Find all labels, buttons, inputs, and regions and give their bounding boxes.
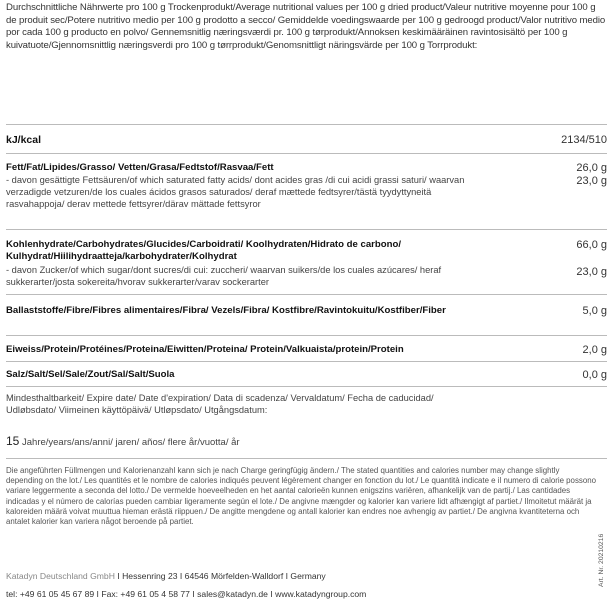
disclaimer-text: Die angeführten Füllmengen und Kalorienanzahl kann sich je nach Charge geringfügig ändern./ The stated quantities and calories number may change slightly depending on the lot./ Les quantités et le nombre de calories indiqués peuvent légèrement changer en fonction du lot./ Le quantità indicate e il numero di calorie possono variare leggermente a seconda del lotto./ De vermelde hoeveelheden en het aantal calorieën kunnen enigszins variëren, afhankelijk van de partij./ Las cantidades indicadas y el número de calorías pueden cambiar ligeramente según el lote./ De angivne mængder og kalorier kan variere lidt afhængigt af partiet./ Ilmoitetut määrät ja kaloreiden määrä voivat muuttua hieman erästä riippuen./ De angitte mengdene og antall kalorier kan endres noe avhengig av partiet./ De angivna kvantiteterna och antalet kalorier kan variera något beroende på partiet. xyxy=(6,466,596,527)
fat-value: 26,0 g xyxy=(576,162,607,174)
fibre-row xyxy=(6,305,607,317)
fat-row xyxy=(6,162,607,210)
salt-value: 0,0 g xyxy=(582,369,607,381)
sugar-value: 23,0 g xyxy=(576,266,607,278)
divider xyxy=(6,361,607,362)
saturated-fat-label: - davon gesättigte Fettsäuren/of which saturated fatty acids/ dont acides gras /di cui acidi grassi saturi/ waarvan verzadigde vetzuren/de los cuales ácidos grasos saturados/ deraf mættede fedtsyrer/tästä tyydyttyneitä rasvahappoja/ derav mettede fettsyrer/därav mättade fettsyror xyxy=(6,175,465,210)
divider xyxy=(6,294,607,295)
energy-row xyxy=(6,134,607,146)
shelf-life-number: 15 xyxy=(6,434,20,448)
divider xyxy=(6,124,607,125)
saturated-fat-value: 23,0 g xyxy=(576,175,607,187)
carbs-row xyxy=(6,239,607,288)
energy-value: 2134/510 xyxy=(561,134,607,146)
carbs-value: 66,0 g xyxy=(576,239,607,251)
divider xyxy=(6,458,607,459)
shelf-life xyxy=(6,434,240,448)
divider xyxy=(6,386,607,387)
fibre-label: Ballaststoffe/Fibre/Fibres alimentaires/Fibra/ Vezels/Fibra/ Kostfibre/Ravintokuitu/Kostfiber/Fiber xyxy=(6,305,446,316)
protein-label: Eiweiss/Protein/Protéines/Proteina/Eiwitten/Proteina/ Protein/Valkuaista/protein/Protein xyxy=(6,344,404,355)
shelf-life-units: Jahre/years/ans/anni/ jaren/ años/ flere år/vuotta/ år xyxy=(22,437,240,448)
footer-address-line xyxy=(6,571,326,581)
best-before-label: Mindesthaltbarkeit/ Expire date/ Date d'expiration/ Data di scadenza/ Vervaldatum/ Fecha de caducidad/ Udløbsdato/ Viimeinen käyttöpäivä/ Utløpsdato/ Utgångsdatum: xyxy=(6,393,434,415)
intro-text: Durchschnittliche Nährwerte pro 100 g Trockenprodukt/Average nutritional values per 100 g dried product/Valeur nutritive moyenne pour 100 g de produit sec/Potere nutritivo medio per 100 g prodotto a secco/ Gemiddelde voedingswaarde per 100 g gedroogd product/Valor nutritivo medio por cada 100 g producto en polvo/ Gennemsnitlig næringsværdi pr. 100 g tørprodukt/Annoksen keskimääräinen ravintosisältö per 100 g kuivatuote/Gjennomsnittlig næringsverdi pro 100 g tørrprodukt/Genomsnittligt näringsvärde per 100 g Torrprodukt: xyxy=(6,2,606,51)
carbs-label: Kohlenhydrate/Carbohydrates/Glucides/Carboidrati/ Koolhydraten/Hidrato de carbono/ Kulhydrat/Hiilihydraatteja/karbohydrater/Kolhydrat xyxy=(6,239,402,263)
divider xyxy=(6,229,607,230)
sugar-label: - davon Zucker/of which sugar/dont sucres/di cui: zuccheri/ waarvan suikers/de los cuales azúcares/ heraf sukkerarter/josta sokereita/hvorav sukkerarter/varav sockerarter xyxy=(6,264,442,287)
salt-row xyxy=(6,369,607,381)
fat-label: Fett/Fat/Lipides/Grasso/ Vetten/Grasa/Fedtstof/Rasvaa/Fett xyxy=(6,162,274,173)
article-number: Art. Nr. 20210216 xyxy=(598,533,605,587)
company-name: Katadyn Deutschland GmbH xyxy=(6,571,115,581)
energy-label: kJ/kcal xyxy=(6,134,42,146)
protein-value: 2,0 g xyxy=(582,344,607,356)
divider xyxy=(6,335,607,336)
fibre-value: 5,0 g xyxy=(582,305,607,317)
salt-label: Salz/Salt/Sel/Sale/Zout/Sal/Salt/Suola xyxy=(6,369,175,380)
divider xyxy=(6,153,607,154)
company-address: I Hessenring 23 I 64546 Mörfelden-Walldorf I Germany xyxy=(117,571,326,581)
footer-contact: tel: +49 61 05 45 67 89 I Fax: +49 61 05 4 58 77 I sales@katadyn.de I www.katadyngroup.com xyxy=(6,589,367,599)
protein-row xyxy=(6,344,607,356)
